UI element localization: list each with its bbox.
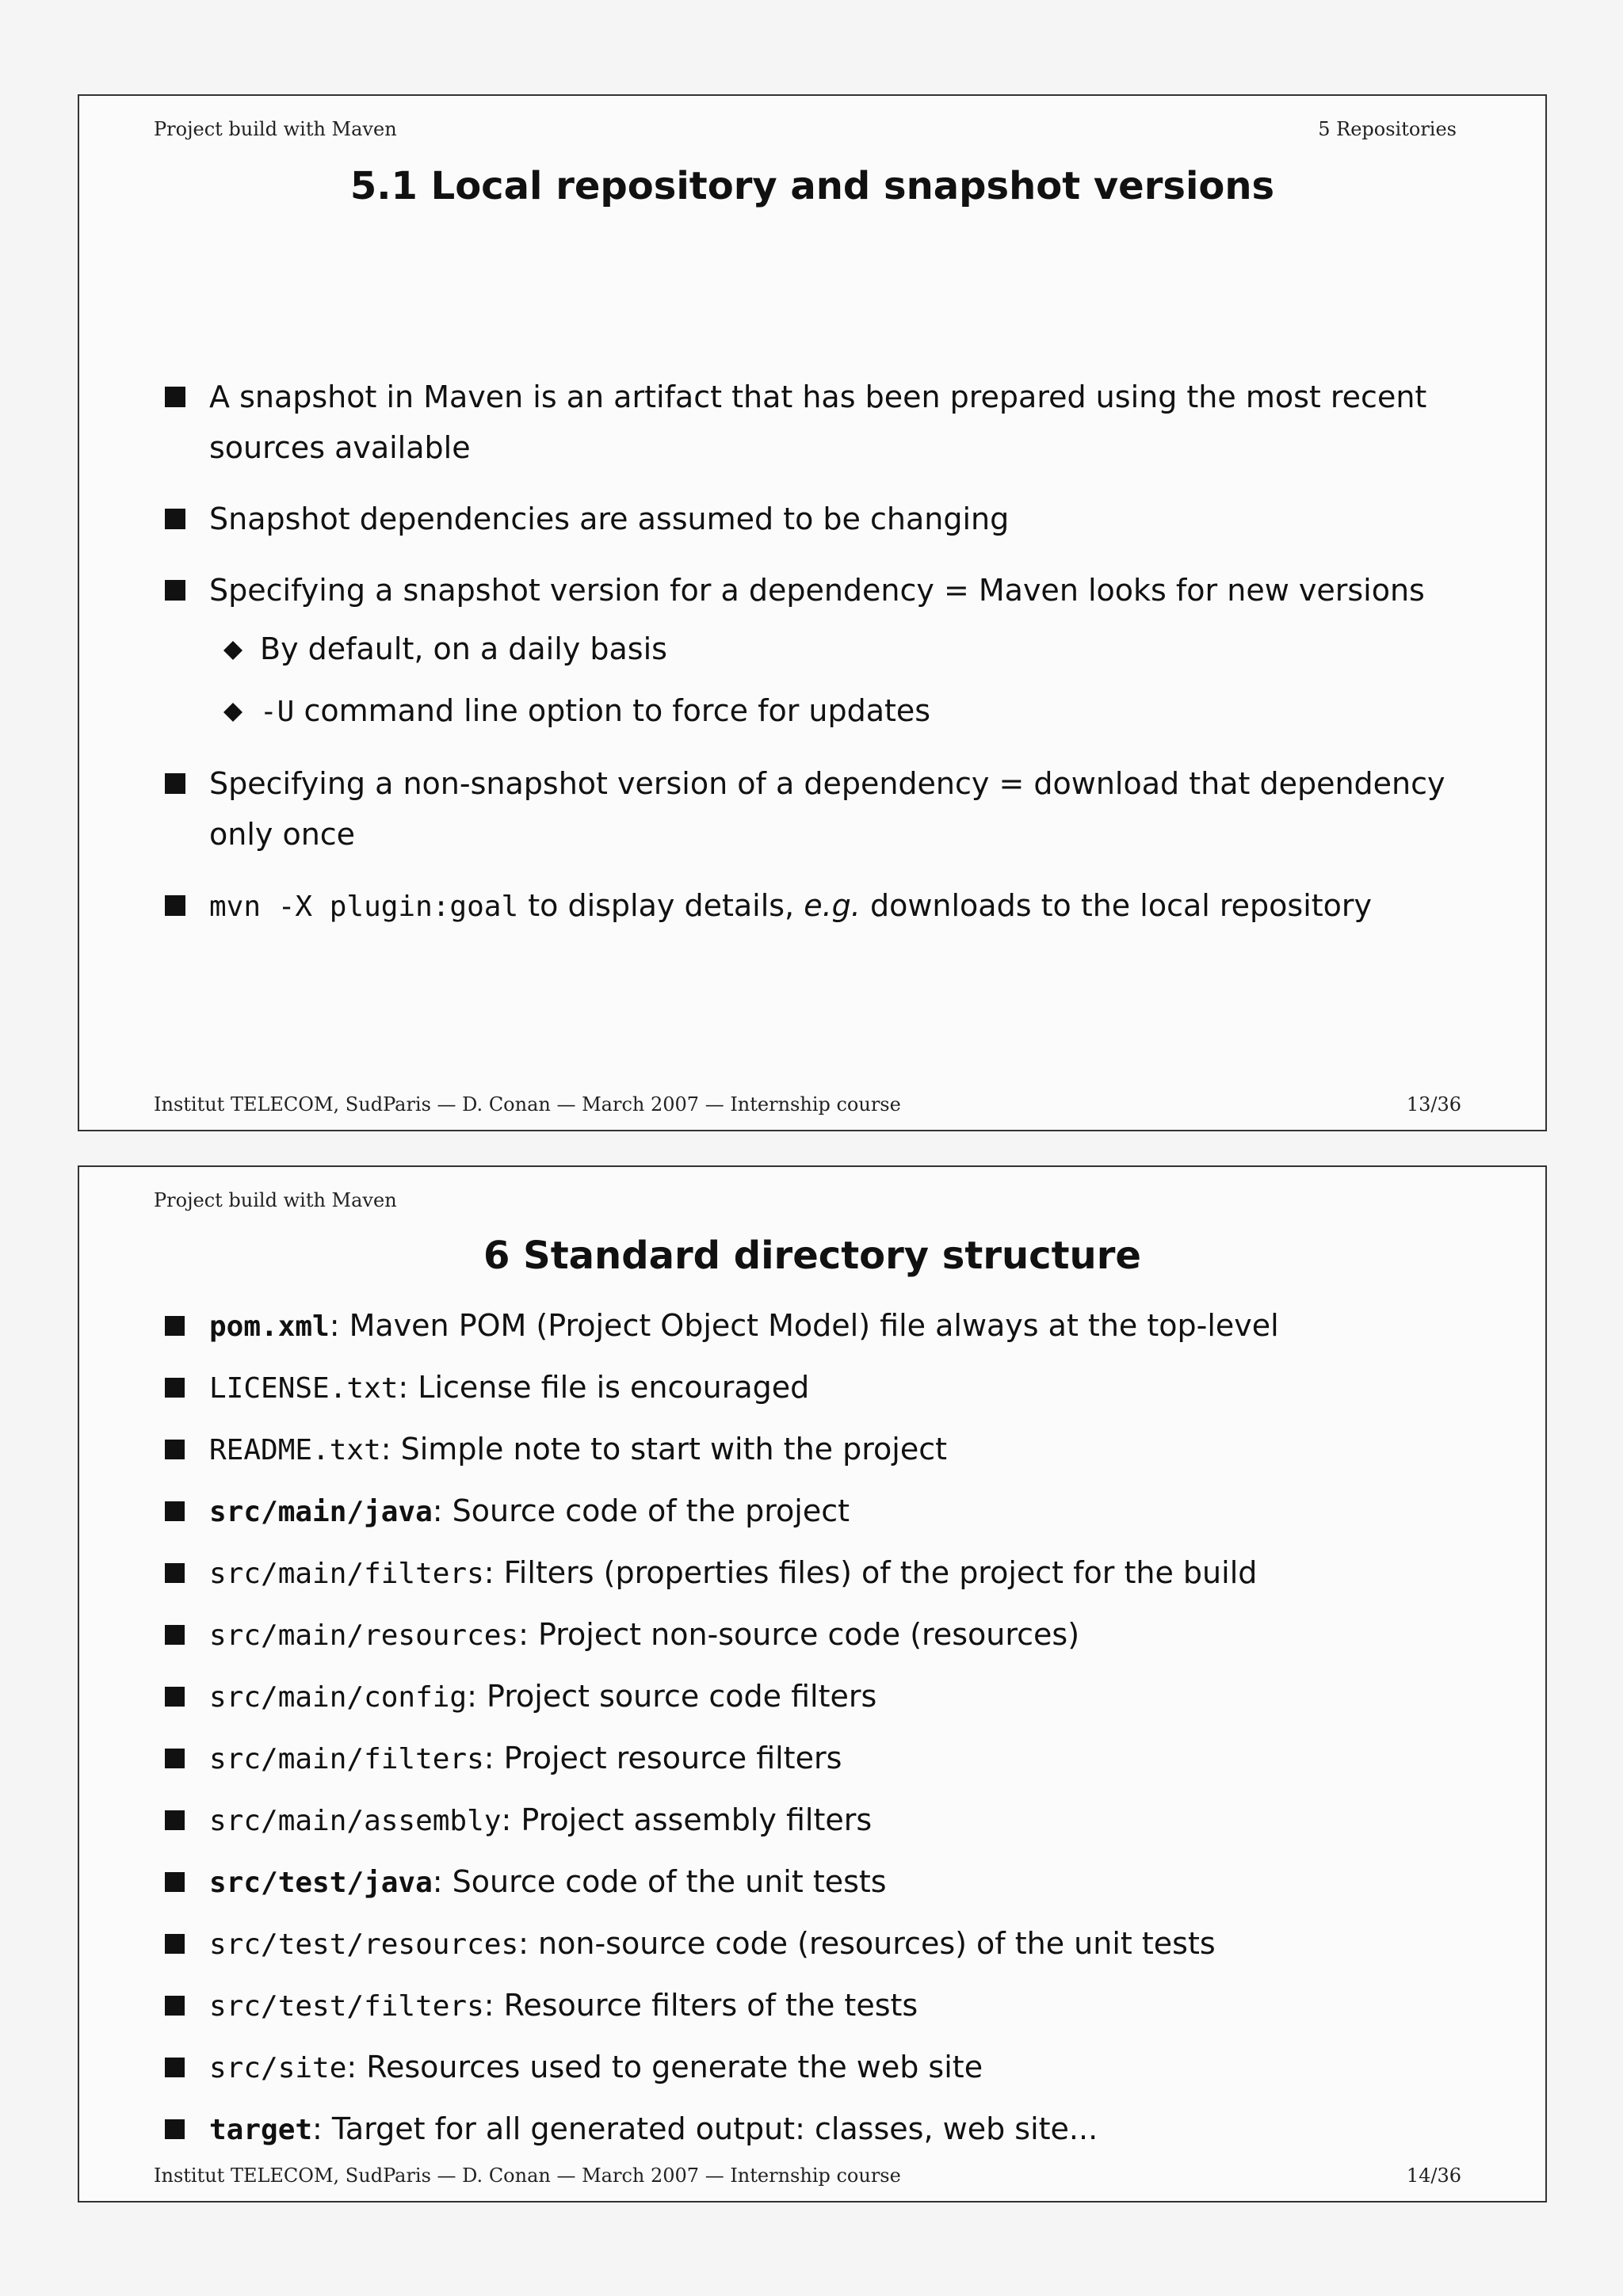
sub-list-item [209, 685, 1482, 738]
list-item [165, 1609, 1482, 1661]
square-bullet-icon [165, 1440, 185, 1459]
list-item [165, 1424, 1482, 1476]
square-bullet-icon [165, 773, 185, 794]
inline-code: LICENSE.txt [209, 1372, 399, 1405]
page-number: 14/36 [1406, 2164, 1461, 2187]
list-item-text: : Simple note to start with the project [380, 1432, 947, 1466]
slide-title: 5.1 Local repository and snapshot versions [349, 164, 1275, 208]
diamond-bullet-icon [223, 703, 242, 722]
list-item-text: : Project resource filters [483, 1741, 842, 1775]
slide-13 [78, 94, 1547, 1131]
list-item [165, 1362, 1482, 1414]
list-item [165, 2103, 1482, 2156]
square-bullet-icon [165, 1872, 185, 1892]
square-bullet-icon [165, 1934, 185, 1954]
list-item-text: : Source code of the project [432, 1493, 850, 1528]
square-bullet-icon [165, 1749, 185, 1768]
inline-code: src/main/filters [209, 1743, 484, 1775]
square-bullet-icon [165, 2119, 185, 2139]
inline-code: src/test/filters [209, 1990, 484, 2023]
list-item-text: : Resources used to generate the web site [346, 2050, 983, 2084]
inline-code: src/site [209, 2052, 347, 2084]
inline-code: src/main/filters [209, 1558, 484, 1590]
list-item [165, 494, 1482, 544]
list-item [165, 1671, 1482, 1723]
footer-credits: Institut TELECOM, SudParis — D. Conan — March 2007 — Internship course [154, 1093, 901, 1116]
inline-code: src/test/resources [209, 1928, 519, 1961]
list-item [165, 880, 1482, 933]
list-item-text: : Resource filters of the tests [483, 1988, 918, 2023]
list-item-text: : Project non-source code (resources) [518, 1617, 1080, 1652]
list-item [165, 1980, 1482, 2032]
list-item-text: A snapshot in Maven is an artifact that has been prepared using the most recent sources available [209, 379, 1427, 465]
list-item-text: : Project assembly filters [501, 1802, 873, 1837]
inline-code: pom.xml [209, 1310, 330, 1343]
inline-code: README.txt [209, 1434, 381, 1466]
inline-code: -U [260, 696, 295, 728]
slide-title: 6 Standard directory structure [483, 1234, 1141, 1278]
inline-code: src/main/java [209, 1496, 433, 1528]
list-item-text: Specifying a snapshot version for a dependency = Maven looks for new versions [209, 573, 1425, 608]
list-item-text: : Maven POM (Project Object Model) file always at the top-level [329, 1308, 1279, 1343]
list-item [165, 2042, 1482, 2094]
list-item [165, 1918, 1482, 1970]
inline-code: src/main/assembly [209, 1805, 502, 1837]
inline-code: src/main/resources [209, 1619, 519, 1652]
square-bullet-icon [165, 1810, 185, 1830]
inline-code: src/test/java [209, 1867, 433, 1899]
sub-bullet-list [209, 624, 1482, 738]
list-item-text: downloads to the local repository [860, 888, 1373, 923]
list-item [165, 1856, 1482, 1909]
square-bullet-icon [165, 1501, 185, 1521]
list-item-text: : Target for all generated output: classes, web site... [312, 2111, 1098, 2146]
inline-code: src/main/config [209, 1681, 468, 1714]
square-bullet-icon [165, 580, 185, 601]
sub-list-item-text: By default, on a daily basis [260, 631, 667, 666]
square-bullet-icon [165, 1378, 185, 1398]
list-item-italic: e.g. [804, 888, 861, 923]
square-bullet-icon [165, 895, 185, 916]
bullet-list [165, 1300, 1482, 2165]
bullet-list [165, 372, 1482, 953]
running-header-title: Project build with Maven [154, 118, 397, 140]
square-bullet-icon [165, 2058, 185, 2077]
sub-list-item [209, 624, 1482, 674]
list-item-text: : Project source code filters [467, 1679, 877, 1714]
list-item [165, 1733, 1482, 1785]
running-header-title: Project build with Maven [154, 1189, 397, 1211]
list-item-text: : License file is encouraged [398, 1370, 810, 1405]
list-item [165, 1794, 1482, 1847]
list-item-text: Snapshot dependencies are assumed to be changing [209, 502, 1010, 536]
sub-list-item-text: command line option to force for updates [294, 693, 931, 728]
list-item-text: Specifying a non-snapshot version of a dependency = download that dependency only once [209, 766, 1445, 852]
list-item [165, 758, 1482, 860]
square-bullet-icon [165, 387, 185, 407]
list-item-text: : Filters (properties files) of the project for the build [483, 1555, 1258, 1590]
inline-code: mvn -X plugin:goal [209, 891, 519, 923]
square-bullet-icon [165, 1316, 185, 1336]
list-item [165, 1486, 1482, 1538]
list-item-text: : Source code of the unit tests [432, 1864, 887, 1899]
list-item [165, 372, 1482, 473]
square-bullet-icon [165, 1687, 185, 1707]
list-item [165, 1300, 1482, 1352]
square-bullet-icon [165, 1625, 185, 1645]
list-item-text: : non-source code (resources) of the unit tests [518, 1926, 1216, 1961]
footer-credits: Institut TELECOM, SudParis — D. Conan — March 2007 — Internship course [154, 2164, 901, 2187]
page-number: 13/36 [1406, 1093, 1461, 1116]
inline-code: target [209, 2114, 313, 2146]
square-bullet-icon [165, 509, 185, 529]
list-item [165, 565, 1482, 738]
square-bullet-icon [165, 1563, 185, 1583]
slide-14 [78, 1165, 1547, 2203]
list-item [165, 1547, 1482, 1600]
running-header-section: 5 Repositories [1318, 118, 1457, 140]
square-bullet-icon [165, 1996, 185, 2016]
list-item-text: to display details, [518, 888, 804, 923]
diamond-bullet-icon [223, 641, 242, 660]
